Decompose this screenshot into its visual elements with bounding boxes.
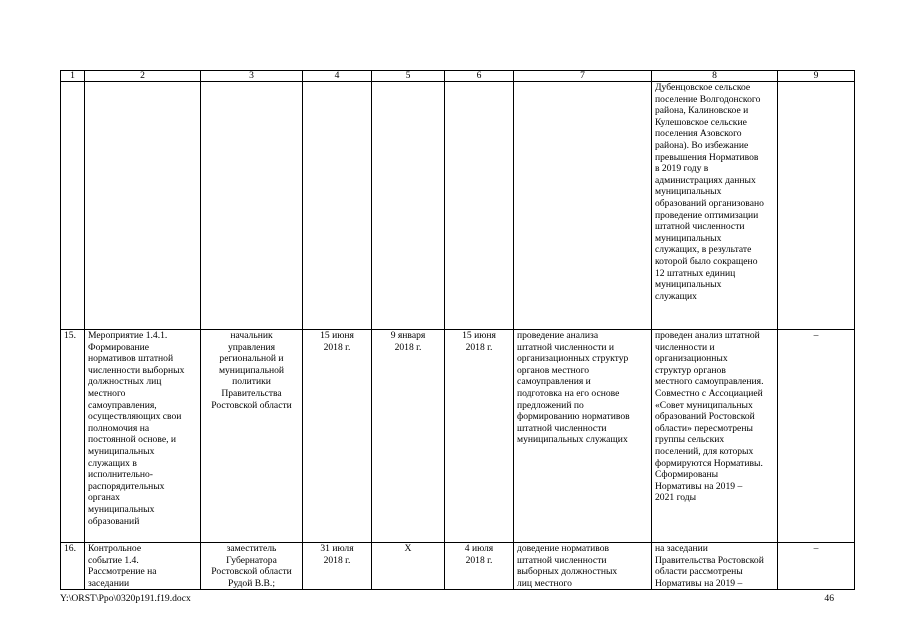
actual-start-cell (372, 82, 445, 330)
column-number: 7 (514, 71, 652, 82)
cell-line: служащих (655, 290, 697, 302)
cell-line: муниципальных (88, 445, 155, 457)
actual-result-cell (652, 82, 778, 330)
cell-line: образований (88, 515, 140, 527)
cell-line: Нормативы на 2019 – (655, 480, 743, 492)
responsible-cell (201, 82, 303, 330)
cell-line: образований организовано (655, 197, 764, 209)
reason-cell (778, 543, 855, 590)
row-number (61, 82, 85, 330)
cell-line: на заседании (655, 543, 708, 554)
cell-line: которой было сокращено (655, 255, 758, 267)
cell-line: муниципальных (88, 503, 155, 515)
planned-result-cell (514, 543, 652, 590)
cell-line: Формирование (88, 341, 150, 353)
planned-result-cell (514, 330, 652, 543)
cell-line: 2018 г. (465, 341, 493, 353)
actual-end-cell (445, 82, 514, 330)
responsible-cell (201, 543, 303, 590)
cell-line: штатной численности (517, 422, 607, 434)
cell-line: политики (232, 376, 271, 388)
cell-line: группы сельских (655, 434, 725, 446)
cell-line: администрациях данных (655, 174, 756, 186)
cell-line: полномочия на (88, 422, 150, 434)
cell-line: подготовка на его основе (517, 387, 620, 399)
cell-line: заместитель (226, 543, 277, 554)
cell-line: района). Во избежание (655, 139, 749, 151)
cell-line: выборных должностных (517, 566, 618, 578)
event-name-cell (85, 543, 201, 590)
cell-line: Правительства Ростовской (655, 554, 764, 566)
cell-line: постоянной основе, и (88, 434, 177, 446)
cell-line: поселение Волгодонского (655, 93, 761, 105)
cell-line: распорядительных (88, 480, 165, 492)
cell-line: штатной численности (517, 554, 607, 566)
cell-line: 2018 г. (323, 341, 351, 353)
event-name-cell (85, 330, 201, 543)
column-number-row (61, 71, 855, 82)
cell-line: самоуправления, (88, 399, 157, 411)
cell-line: 2021 годы (655, 492, 697, 504)
cell-line: в 2019 году в (655, 163, 709, 175)
cell-line: заседании (88, 577, 130, 589)
cell-line: 4 июля (464, 543, 494, 554)
cell-line: Нормативы на 2019 – (655, 577, 743, 589)
cell-line: 2018 г. (323, 554, 351, 566)
column-number: 1 (61, 71, 85, 82)
cell-line: штатной численности и (517, 341, 615, 353)
cell-line: Совместно с Ассоциацией (655, 387, 763, 399)
cell-line: Мероприятие 1.4.1. (88, 330, 168, 341)
cell-line: – (813, 330, 819, 341)
cell-line: Правительства (221, 387, 282, 399)
cell-line: региональной и (219, 353, 284, 365)
cell-line: органов местного (517, 364, 590, 376)
column-number: 3 (201, 71, 303, 82)
cell-line: района, Калиновское и (655, 105, 749, 117)
column-number: 9 (778, 71, 855, 82)
cell-line: Кулешовское сельские (655, 116, 747, 128)
cell-line: организационных структур (517, 353, 629, 365)
cell-line: области рассмотрены (655, 566, 743, 578)
row-number: 16. (61, 543, 85, 590)
cell-line: численности выборных (88, 364, 185, 376)
cell-line: Дубенцовское сельское (655, 82, 751, 93)
planned-date-cell (303, 543, 372, 590)
cell-line: лиц местного (517, 577, 572, 589)
cell-line: служащих, в результате (655, 244, 752, 256)
cell-line: Сформированы (655, 469, 719, 481)
cell-line: местного самоуправления. (655, 376, 764, 388)
table-row (61, 330, 855, 543)
cell-line: начальник (230, 330, 273, 341)
cell-line: проведение анализа (517, 330, 599, 341)
cell-line: 31 июля (320, 543, 354, 554)
table-row (61, 82, 855, 330)
cell-line: муниципальных служащих (517, 434, 628, 446)
planned-result-cell (514, 82, 652, 330)
cell-line: Рассмотрение на (88, 566, 157, 578)
row-number: 15. (61, 330, 85, 543)
column-number: 4 (303, 71, 372, 82)
cell-line: образований Ростовской (655, 411, 755, 423)
planned-date-cell (303, 330, 372, 543)
reason-cell (778, 82, 855, 330)
cell-line: области» пересмотрены (655, 422, 753, 434)
cell-line: органах (88, 492, 120, 504)
responsible-cell (201, 330, 303, 543)
page-number: 46 (824, 593, 834, 604)
cell-line: поселения Азовского (655, 128, 742, 140)
cell-line: нормативов штатной (88, 353, 174, 365)
cell-line: муниципальных (655, 232, 722, 244)
cell-line: штатной численности (655, 221, 745, 233)
cell-line: «Совет муниципальных (655, 399, 753, 411)
cell-line: управления (227, 341, 276, 353)
actual-end-cell (445, 330, 514, 543)
cell-line: 12 штатных единиц (655, 267, 736, 279)
column-number: 2 (85, 71, 201, 82)
cell-line: предложений по (517, 399, 584, 411)
cell-line: муниципальной (218, 364, 285, 376)
table-row (61, 543, 855, 590)
column-number: 8 (652, 71, 778, 82)
cell-line: Контрольное (88, 543, 142, 554)
actual-result-cell (652, 543, 778, 590)
cell-line: поселений, для которых (655, 445, 754, 457)
cell-line: 9 января (390, 330, 426, 341)
cell-line: численности и (655, 341, 715, 353)
actual-result-cell (652, 330, 778, 543)
cell-line: Х (404, 543, 412, 554)
column-number: 6 (445, 71, 514, 82)
reason-cell (778, 330, 855, 543)
cell-line: самоуправления и (517, 376, 591, 388)
actual-start-cell (372, 330, 445, 543)
report-table (60, 70, 855, 590)
planned-date-cell (303, 82, 372, 330)
cell-line: структур органов (655, 364, 726, 376)
actual-end-cell (445, 543, 514, 590)
cell-line: 2018 г. (465, 554, 493, 566)
footer-file-path: Y:\ORST\Ppo\0320p191.f19.docx (60, 593, 191, 604)
cell-line: муниципальных (655, 186, 722, 198)
cell-line: проведен анализ штатной (655, 330, 760, 341)
cell-line: Ростовской области (211, 566, 292, 578)
cell-line: превышения Нормативов (655, 151, 759, 163)
actual-start-cell (372, 543, 445, 590)
cell-line: служащих в (88, 457, 137, 469)
cell-line: Губернатора (226, 554, 277, 566)
cell-line: осуществляющих свои (88, 411, 182, 423)
cell-line: формируются Нормативы. (655, 457, 763, 469)
cell-line: – (813, 543, 819, 554)
cell-line: проведение оптимизации (655, 209, 759, 221)
cell-line: Ростовской области (211, 399, 292, 411)
cell-line: доведение нормативов (517, 543, 610, 554)
cell-line: муниципальных (655, 279, 722, 291)
cell-line: формированию нормативов (517, 411, 630, 423)
event-name-cell (85, 82, 201, 330)
cell-line: 2018 г. (394, 341, 422, 353)
cell-line: должностных лиц (88, 376, 162, 388)
cell-line: местного (88, 387, 126, 399)
cell-line: исполнительно- (88, 469, 153, 481)
cell-line: организационных (655, 353, 728, 365)
cell-line: 15 июня (320, 330, 354, 341)
column-number: 5 (372, 71, 445, 82)
cell-line: 15 июня (462, 330, 496, 341)
cell-line: Рудой В.В.; (228, 577, 275, 589)
cell-line: событие 1.4. (88, 554, 139, 566)
